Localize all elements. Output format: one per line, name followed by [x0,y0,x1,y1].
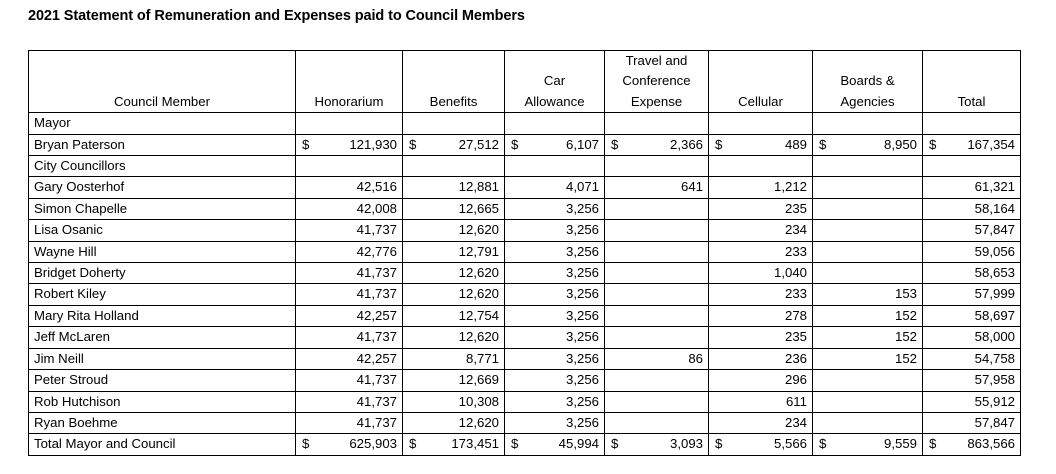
cell-boards: 152 [813,348,923,369]
member-name: Rob Hutchison [29,391,296,412]
cell-hon: 42,516 [296,177,403,198]
cell-total: 59,056 [923,241,1021,262]
cell-hon: 41,737 [296,370,403,391]
cell-car: 3,256 [505,412,605,433]
currency-symbol: $ [715,436,723,452]
page-title: 2021 Statement of Remuneration and Expenses paid to Council Members [28,8,525,24]
cell-car: 4,071 [505,177,605,198]
section-label: Mayor [29,113,296,134]
column-header-car-allowance-line1: Car [543,73,566,89]
cell-value: 8,950 [883,136,917,152]
cell-boards: 153 [813,284,923,305]
cell-travel [605,305,709,326]
cell-travel [605,284,709,305]
cell-ben: 12,620 [403,263,505,284]
table-section-row [29,113,1021,134]
cell-hon: 41,737 [296,391,403,412]
table-header [29,51,1021,113]
empty-cell [709,156,813,177]
cell-travel [605,134,709,155]
cell-boards [813,177,923,198]
cell-cellular: 234 [709,412,813,433]
section-label: City Councillors [29,156,296,177]
currency-symbol: $ [511,136,519,152]
column-header-travel-line3: Expense [630,93,683,109]
cell-total: 57,999 [923,284,1021,305]
cell-cellular: 296 [709,370,813,391]
cell-ben: 12,881 [403,177,505,198]
cell-travel [605,220,709,241]
cell-cellular: 278 [709,305,813,326]
cell-cellular: 1,040 [709,263,813,284]
cell-hon: 42,776 [296,241,403,262]
member-name: Robert Kiley [29,284,296,305]
column-header-travel-conference-expense [605,51,709,113]
cell-hon: 41,737 [296,412,403,433]
empty-cell [923,156,1021,177]
currency-symbol: $ [409,136,417,152]
cell-ben: 12,669 [403,370,505,391]
cell-value: 5,566 [773,436,807,452]
cell-car [505,434,605,455]
cell-cellular: 236 [709,348,813,369]
remuneration-table-container [28,50,1020,456]
member-name: Bryan Paterson [29,134,296,155]
cell-total: 58,000 [923,327,1021,348]
column-header-travel-line2: Conference [622,73,691,89]
cell-cellular: 233 [709,241,813,262]
column-header-boards-line2: Agencies [840,93,895,109]
currency-symbol: $ [611,136,619,152]
cell-travel: 641 [605,177,709,198]
currency-symbol: $ [819,436,827,452]
table-body [29,113,1021,456]
cell-car: 3,256 [505,391,605,412]
cell-boards: 152 [813,305,923,326]
cell-cellular: 234 [709,220,813,241]
header-row [29,51,1021,113]
currency-symbol: $ [409,436,417,452]
cell-hon: 41,737 [296,263,403,284]
cell-total: 58,164 [923,198,1021,219]
cell-total: 57,847 [923,412,1021,433]
cell-car: 3,256 [505,241,605,262]
cell-hon: 41,737 [296,327,403,348]
cell-cellular: 235 [709,327,813,348]
cell-ben [403,134,505,155]
cell-boards [813,241,923,262]
cell-ben [403,434,505,455]
cell-car [505,134,605,155]
cell-value: 121,930 [349,136,397,152]
remuneration-table [28,50,1021,456]
cell-value: 625,903 [349,436,397,452]
cell-total: 61,321 [923,177,1021,198]
cell-total: 55,912 [923,391,1021,412]
table-row [29,263,1021,284]
column-header-travel-line1: Travel and [625,53,688,68]
cell-cellular [709,434,813,455]
empty-cell [403,113,505,134]
member-name: Simon Chapelle [29,198,296,219]
member-name: Gary Oosterhof [29,177,296,198]
cell-travel [605,263,709,284]
empty-cell [605,113,709,134]
table-row [29,327,1021,348]
cell-boards [813,412,923,433]
table-total-row [29,434,1021,455]
cell-total: 57,958 [923,370,1021,391]
cell-boards [813,370,923,391]
column-header-cellular: Cellular [709,51,813,113]
table-row [29,370,1021,391]
currency-symbol: $ [511,436,519,452]
cell-total [923,434,1021,455]
cell-car: 3,256 [505,370,605,391]
cell-travel [605,434,709,455]
table-row [29,391,1021,412]
cell-boards [813,263,923,284]
cell-boards [813,391,923,412]
cell-ben: 12,791 [403,241,505,262]
cell-ben: 12,620 [403,220,505,241]
cell-travel [605,198,709,219]
cell-cellular: 1,212 [709,177,813,198]
column-header-car-allowance [505,51,605,113]
table-row [29,134,1021,155]
currency-symbol: $ [611,436,619,452]
cell-ben: 10,308 [403,391,505,412]
table-row [29,305,1021,326]
cell-ben: 12,754 [403,305,505,326]
empty-cell [813,156,923,177]
column-header-honorarium: Honorarium [296,51,403,113]
column-header-council-member: Council Member [29,51,296,113]
cell-hon: 42,257 [296,305,403,326]
cell-travel [605,241,709,262]
cell-value: 489 [784,136,807,152]
column-header-car-allowance-line2: Allowance [524,93,585,109]
cell-value: 167,354 [967,136,1015,152]
currency-symbol: $ [715,136,723,152]
cell-boards [813,434,923,455]
table-row [29,284,1021,305]
table-row [29,177,1021,198]
empty-cell [403,156,505,177]
cell-cellular: 611 [709,391,813,412]
table-row [29,198,1021,219]
member-name: Peter Stroud [29,370,296,391]
cell-ben: 12,620 [403,284,505,305]
empty-cell [505,113,605,134]
total-label: Total Mayor and Council [29,434,296,455]
cell-total: 54,758 [923,348,1021,369]
currency-symbol: $ [929,436,937,452]
cell-travel [605,412,709,433]
cell-car: 3,256 [505,305,605,326]
cell-hon: 41,737 [296,220,403,241]
currency-symbol: $ [302,136,310,152]
cell-hon [296,134,403,155]
empty-cell [709,113,813,134]
cell-car: 3,256 [505,284,605,305]
empty-cell [296,113,403,134]
cell-cellular [709,134,813,155]
cell-value: 27,512 [458,136,499,152]
currency-symbol: $ [819,136,827,152]
cell-value: 173,451 [451,436,499,452]
member-name: Mary Rita Holland [29,305,296,326]
currency-symbol: $ [302,436,310,452]
cell-hon: 42,008 [296,198,403,219]
cell-boards [813,220,923,241]
table-section-row [29,156,1021,177]
table-row [29,241,1021,262]
cell-car: 3,256 [505,198,605,219]
empty-cell [296,156,403,177]
member-name: Lisa Osanic [29,220,296,241]
cell-travel [605,391,709,412]
cell-travel: 86 [605,348,709,369]
cell-car: 3,256 [505,263,605,284]
cell-total: 58,653 [923,263,1021,284]
member-name: Jeff McLaren [29,327,296,348]
column-header-boards-line1: Boards & [840,73,895,89]
empty-cell [813,113,923,134]
cell-cellular: 233 [709,284,813,305]
empty-cell [605,156,709,177]
cell-value: 9,559 [883,436,917,452]
cell-ben: 12,620 [403,327,505,348]
cell-boards [813,134,923,155]
cell-value: 863,566 [967,436,1015,452]
member-name: Bridget Doherty [29,263,296,284]
cell-value: 2,366 [669,136,703,152]
cell-hon: 41,737 [296,284,403,305]
member-name: Wayne Hill [29,241,296,262]
cell-total [923,134,1021,155]
cell-travel [605,370,709,391]
currency-symbol: $ [929,136,937,152]
member-name: Jim Neill [29,348,296,369]
cell-ben: 12,665 [403,198,505,219]
column-header-boards-agencies [813,51,923,113]
cell-car: 3,256 [505,348,605,369]
cell-boards: 152 [813,327,923,348]
cell-car: 3,256 [505,220,605,241]
member-name: Ryan Boehme [29,412,296,433]
cell-car: 3,256 [505,327,605,348]
table-row [29,220,1021,241]
column-header-total: Total [923,51,1021,113]
cell-total: 57,847 [923,220,1021,241]
table-row [29,348,1021,369]
cell-ben: 12,620 [403,412,505,433]
cell-total: 58,697 [923,305,1021,326]
cell-value: 6,107 [565,136,599,152]
cell-hon: 42,257 [296,348,403,369]
empty-cell [505,156,605,177]
cell-cellular: 235 [709,198,813,219]
cell-ben: 8,771 [403,348,505,369]
cell-value: 45,994 [558,436,599,452]
cell-travel [605,327,709,348]
cell-hon [296,434,403,455]
column-header-benefits: Benefits [403,51,505,113]
empty-cell [923,113,1021,134]
table-row [29,412,1021,433]
cell-value: 3,093 [669,436,703,452]
cell-boards [813,198,923,219]
